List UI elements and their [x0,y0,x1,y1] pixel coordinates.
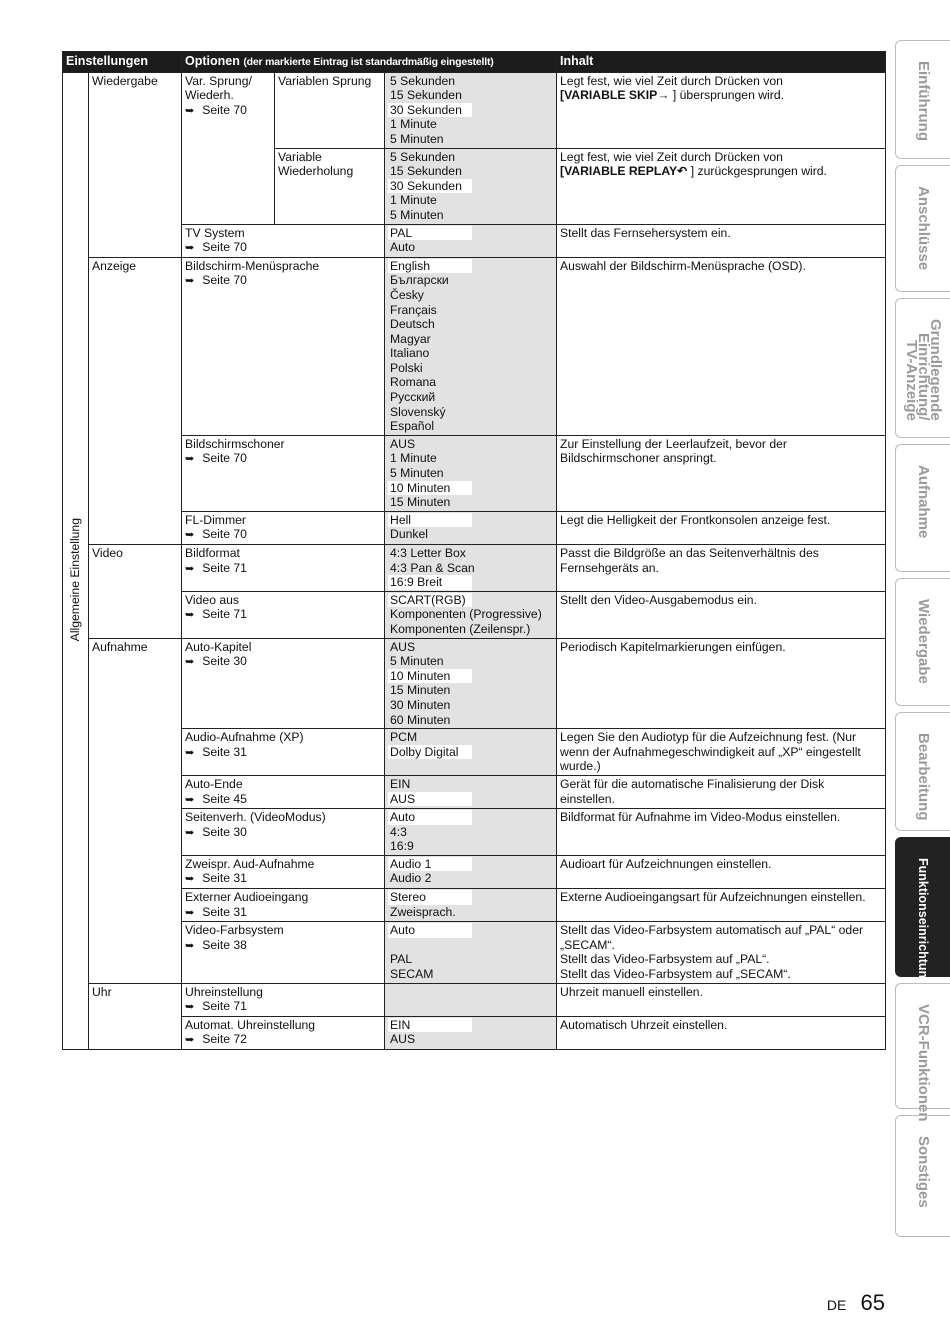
section-video: Video [89,545,182,639]
tab-grundlegende[interactable] [895,298,950,438]
option-item: 60 Minuten [390,712,451,727]
option-item: Polski [390,360,423,375]
page-ref-label: Seite 70 [202,451,247,466]
setting-label: Bildformat [185,546,240,560]
option-default: 16:9 Breit [388,575,472,590]
option-default: Hell [388,513,472,528]
option-default: Audio 1 [388,857,472,872]
tab-label: Sonstiges [915,1136,932,1208]
setting-name [182,545,385,592]
page-ref [185,938,381,954]
options-cell [385,729,557,776]
option-item: 5 Minuten [390,466,444,481]
page-ref-label: Seite 45 [202,791,247,806]
arrow-icon: ➥ [185,906,195,919]
option-default: PAL [388,226,472,241]
page-ref-label: Seite 38 [202,937,247,952]
setting-label: Var. Sprung/ Wiederh. [185,73,252,103]
options-cell [385,855,557,888]
page-ref [185,871,381,887]
option-item: AUS [390,639,416,654]
option-item: 1 Minute [390,451,437,466]
option-default: AUS [388,792,472,807]
option-item: Česky [390,287,424,302]
page-ref [185,745,381,761]
arrow-icon: ➥ [185,873,195,886]
page-ref [185,240,381,256]
page-ref-label: Seite 70 [202,102,247,117]
option-default: 10 Minuten [388,669,472,684]
page-ref-label: Seite 70 [202,273,247,288]
option-default: Auto [388,923,472,938]
sub-setting-name: Variable Wiederholung [275,148,385,224]
setting-name [182,922,385,983]
description-cell [557,889,886,922]
section-wiedergabe: Wiedergabe [89,72,182,257]
setting-label: FL-Dimmer [185,512,246,527]
setting-label: Audio-Aufnahme (XP) [185,730,304,745]
table-row [63,72,886,148]
description-text: Stellt das Video-Farbsystem auf „SECAM“. [560,967,791,982]
option-item: Български [390,273,449,288]
option-item: Romana [390,375,437,390]
table-row [63,511,886,544]
description-text: Stellt das Video-Farbsystem automatisch auf „PAL“ oder „SECAM“. [560,923,864,952]
description-text: Stellt den Video-Ausgabemodus ein. [560,592,757,607]
description-text: Stellt das Video-Farbsystem auf „PAL“. [560,952,770,967]
option-item: 4:3 Letter Box [390,546,466,560]
options-cell [385,1016,557,1049]
tab-funktionseinrichtung[interactable] [895,837,950,986]
option-item: 30 Minuten [390,697,451,712]
option-item: 15 Sekunden [390,88,462,103]
setting-label: Bildschirm-Menüsprache [185,258,320,273]
setting-name [182,257,385,435]
option-item: Auto [390,240,416,255]
setting-label: Video-Farbsystem [185,923,284,938]
table-row [63,257,886,435]
option-item: Slovenský [390,404,446,419]
tab-anschlüsse[interactable] [895,165,950,292]
language-code: DE [826,1297,847,1313]
option-default: Stereo [388,890,472,905]
section-aufnahme: Aufnahme [89,638,182,983]
options-cell [385,591,557,638]
table-row [63,809,886,856]
page-ref [185,607,381,623]
option-item: 15 Sekunden [390,164,462,179]
setting-name [182,855,385,888]
options-cell [385,224,557,257]
settings-table [62,51,886,1050]
table-row [63,224,886,257]
option-default: English [388,259,472,274]
option-item [388,938,472,953]
page-ref [185,103,271,119]
option-item: 4:3 [390,824,407,839]
table-row [63,855,886,888]
tab-label: Bearbeitung [915,733,932,821]
setting-label: TV System [185,225,245,240]
setting-label: Auto-Kapitel [185,639,252,654]
option-item: Zweisprach. [390,904,456,919]
description-text-end: ] übersprungen wird. [672,88,784,103]
option-item: Deutsch [390,317,435,332]
option-item: Magyar [390,331,431,346]
page-ref-label: Seite 30 [202,654,247,669]
option-item: Русский [390,390,436,405]
arrow-icon: ➥ [185,609,195,622]
section-anzeige: Anzeige [89,257,182,544]
options-cell [385,545,557,592]
button-key-label: [VARIABLE REPLAY [560,164,678,179]
table-row [63,545,886,592]
options-cell [385,72,557,148]
option-item: 1 Minute [390,117,437,132]
table-row [63,638,886,729]
arrow-icon: ➥ [185,939,195,952]
description-text: Uhrzeit manuell einstellen. [560,984,703,999]
setting-label: Zweispr. Aud-Aufnahme [185,856,315,871]
tab-label: Funktionseinrichtung [916,858,930,986]
page-ref-label: Seite 71 [202,607,247,622]
page-ref [185,273,381,289]
option-item: AUS [390,436,416,451]
setting-label: Uhreinstellung [185,984,263,999]
arrow-icon: ➥ [185,453,195,466]
option-item: Dunkel [390,527,428,542]
header-optionen [182,52,557,73]
button-key-label: [VARIABLE SKIP [560,88,658,103]
description-cell [557,435,886,511]
option-item: 5 Minuten [390,131,444,146]
arrow-icon: ➥ [185,793,195,806]
header-optionen-label: Optionen [185,54,240,68]
arrow-icon: ➥ [185,1001,195,1014]
setting-label: Auto-Ende [185,776,243,791]
page-ref [185,654,381,670]
setting-name [182,224,385,257]
option-default: SCART(RGB) [388,593,472,608]
option-item: Français [390,302,437,317]
description-text: Legt die Helligkeit der Frontkonsolen anzeige fest. [560,512,831,527]
arrow-icon: ➥ [185,826,195,839]
option-item: 5 Sekunden [390,73,456,88]
description-cell [557,591,886,638]
option-item: Audio 2 [390,871,432,886]
tab-einführung[interactable] [895,40,950,159]
arrow-icon: ➥ [185,746,195,759]
arrow-icon: ➥ [185,104,195,117]
arrow-icon: ➥ [185,529,195,542]
description-cell [557,775,886,808]
page-ref [185,561,381,577]
option-default: Dolby Digital [388,745,472,760]
options-cell [385,435,557,511]
page-ref-label: Seite 70 [202,527,247,542]
description-text: Externe Audioeingangsart für Aufzeichnungen einstellen. [560,890,866,905]
table-header-row [63,52,886,73]
options-cell [385,922,557,983]
table-row [63,1016,886,1049]
page-ref-label: Seite 70 [202,240,247,255]
description-text: Gerät für die automatische Finalisierung der Disk einstellen. [560,776,825,806]
option-item: Komponenten (Progressive) [390,607,542,622]
arrow-icon: ➥ [185,275,195,288]
setting-name [182,638,385,729]
description-text: Legt fest, wie viel Zeit durch Drücken von [560,149,783,164]
header-einstellungen: Einstellungen [63,52,182,73]
setting-label: Automat. Uhreinstellung [185,1017,316,1032]
setting-name [182,591,385,638]
table-row [63,922,886,983]
arrow-icon: ➥ [185,242,195,255]
tab-label: Grundlegende Einrichtung/ TV-Anzeige [903,319,944,421]
option-item: 5 Minuten [390,207,444,222]
description-cell [557,809,886,856]
option-default: 30 Sekunden [388,103,472,118]
option-default: EIN [388,1018,472,1033]
options-cell [385,638,557,729]
description-cell [557,148,886,224]
page-ref-label: Seite 31 [202,871,247,886]
setting-label: Video aus [185,592,240,607]
setting-label: Externer Audioeingang [185,890,309,905]
replay-arrow-icon: ↶ [677,164,688,179]
page-ref [185,451,381,467]
description-text: Audioart für Aufzeichnungen einstellen. [560,856,772,871]
option-item: 16:9 [390,839,414,854]
setting-name [182,775,385,808]
option-default: 10 Minuten [388,481,472,496]
option-item: 5 Minuten [390,654,444,669]
sub-setting-name: Variablen Sprung [275,72,385,148]
setting-name [182,983,385,1016]
options-cell [385,889,557,922]
description-cell [557,922,886,983]
tab-aufnahme[interactable] [895,444,950,572]
description-cell [557,72,886,148]
setting-name [182,889,385,922]
description-text: Automatisch Uhrzeit einstellen. [560,1017,728,1032]
page-ref-label: Seite 71 [202,560,247,575]
tab-label: Wiedergabe [915,599,932,684]
option-item: EIN [390,776,411,791]
option-item: Español [390,419,435,434]
option-item: SECAM [390,967,434,982]
page-number: 65 [860,1290,885,1315]
setting-name [182,809,385,856]
tab-label: Anschlüsse [915,186,932,271]
description-text-end: ] zurückgesprungen wird. [690,164,827,179]
description-cell [557,729,886,776]
page-ref-label: Seite 31 [202,904,247,919]
table-row [63,983,886,1016]
tab-label: Einführung [915,61,932,141]
description-cell [557,545,886,592]
arrow-icon: ➥ [185,562,195,575]
section-uhr: Uhr [89,983,182,1049]
option-item: Komponenten (Zeilenspr.) [390,621,531,636]
table-row [63,775,886,808]
description-text: Bildformat für Aufnahme im Video-Modus einstellen. [560,810,841,825]
option-item: PCM [390,730,418,745]
page-ref [185,905,381,921]
header-inhalt: Inhalt [557,52,886,73]
description-text: Zur Einstellung der Leerlaufzeit, bevor der Bildschirmschoner anspringt. [560,436,787,466]
description-cell [557,983,886,1016]
skip-arrow-icon: → [657,88,670,103]
tab-wiedergabe[interactable] [895,578,950,706]
options-cell [385,983,557,1016]
page-ref-label: Seite 72 [202,1032,247,1047]
description-text: Auswahl der Bildschirm-Menüsprache (OSD). [560,258,806,273]
page-ref [185,527,381,543]
tab-label: VCR-Funktionen [915,1004,932,1122]
tab-bearbeitung[interactable] [895,712,950,831]
option-item: PAL [390,952,413,967]
setting-name [182,511,385,544]
option-item: AUS [390,1032,416,1047]
option-item: 5 Sekunden [390,149,456,164]
description-cell [557,638,886,729]
tab-sonstiges[interactable] [895,1115,950,1237]
main-category-cell [63,72,89,1049]
table-row [63,591,886,638]
option-default: 30 Sekunden [388,179,472,194]
description-cell [557,257,886,435]
description-cell [557,1016,886,1049]
table-row [63,729,886,776]
table-row [63,435,886,511]
description-cell [557,511,886,544]
option-item: Italiano [390,346,430,361]
page-ref [185,792,381,808]
setting-name [182,72,275,224]
page-ref-label: Seite 30 [202,824,247,839]
options-cell [385,511,557,544]
tab-vcr-funktionen[interactable] [895,983,950,1122]
description-text: Legen Sie den Audiotyp für die Aufzeichnung fest. (Nur wenn der Aufnahmegeschwindigkeit auf „XP“ eingestellt wurde.) [560,730,861,774]
description-text: Stellt das Fernsehersystem ein. [560,225,731,240]
options-cell [385,257,557,435]
page-ref-label: Seite 31 [202,744,247,759]
option-item: 1 Minute [390,193,437,208]
option-item: 15 Minuten [390,495,451,510]
description-text: Passt die Bildgröße an das Seitenverhältnis des Fernsehgeräts an. [560,546,819,575]
options-cell [385,775,557,808]
setting-name [182,1016,385,1049]
description-text: Periodisch Kapitelmarkierungen einfügen. [560,639,786,654]
option-item: 15 Minuten [390,683,451,698]
header-optionen-note: (der markierte Eintrag ist standardmäßig eingestellt) [243,56,494,68]
setting-label: Seitenverh. (VideoModus) [185,810,326,825]
setting-name [182,729,385,776]
tab-label: Aufnahme [915,465,932,539]
description-cell [557,855,886,888]
option-default: Auto [388,810,472,825]
page-footer [827,1290,885,1316]
description-text: Legt fest, wie viel Zeit durch Drücken von [560,73,783,88]
page-ref [185,999,381,1015]
description-cell [557,224,886,257]
table-row [63,889,886,922]
setting-name [182,435,385,511]
arrow-icon: ➥ [185,656,195,669]
setting-label: Bildschirmschoner [185,436,285,451]
page-ref-label: Seite 71 [202,999,247,1014]
options-cell [385,809,557,856]
option-item: 4:3 Pan & Scan [390,560,475,575]
page-ref [185,825,381,841]
arrow-icon: ➥ [185,1034,195,1047]
options-cell [385,148,557,224]
main-category-label: Allgemeine Einstellung [68,517,83,641]
page-ref [185,1032,381,1048]
